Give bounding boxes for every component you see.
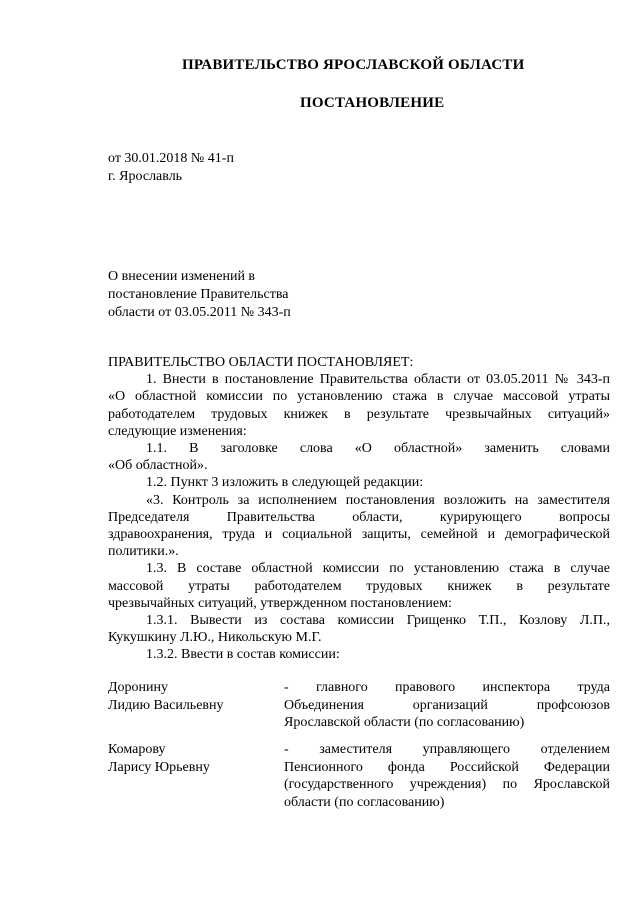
body-line: работодателем трудовых книжек в результате чрезвычайных ситуаций» [108,406,610,422]
body-line: 1.3. В составе областной комиссии по установлению стажа в случае [146,561,610,577]
member-description: - главного правового инспектора труда Объединения организаций профсоюзов Ярославской области (по согласованию) [284,680,610,730]
body-line: «О областной комиссии по установлению стажа в случае массовой утраты [108,389,610,405]
subject-line: О внесении изменений в [108,269,256,284]
subject-line: постановление Правительства [108,287,289,302]
body-line: «Об областной». [108,458,208,474]
body-text [108,354,610,664]
body-line: массовой утраты работодателем трудовых книжек в результате [108,578,610,594]
body-line: Председателя Правительства области, курирующего вопросы [108,509,610,525]
body-line: политики.». [108,544,179,560]
body-intro: ПРАВИТЕЛЬСТВО ОБЛАСТИ ПОСТАНОВЛЯЕТ: [108,355,414,370]
body-line: 1.1. В заголовке слова «О областной» заменить словами [146,441,610,457]
body-line: 1.3.2. Ввести в состав комиссии: [146,647,340,663]
body-line: 1.3.1. Вывести из состава комиссии Грищенко Т.П., Козлову Л.П., [146,613,610,629]
body-line: Кукушкину Л.Ю., Никольскую М.Г. [108,630,322,646]
subject-line: области от 03.05.2011 № 343-п [108,305,291,320]
member-description: - заместителя управляющего отделением Пенсионного фонда Российской Федерации (государственного учреждения) по Ярославской области (по согласованию) [284,742,610,810]
body-line: 1.2. Пункт 3 изложить в следующей редакции: [146,475,424,491]
body-line: следующие изменения: [108,423,247,439]
date-number: от 30.01.2018 № 41-п [108,151,234,166]
doc-type-title: ПОСТАНОВЛЕНИЕ [300,95,445,111]
city: г. Ярославль [108,169,183,184]
member-name: Комарову Ларису Юрьевну [108,742,210,775]
body-line: «3. Контроль за исполнением постановления возложить на заместителя [146,492,610,508]
body-line: 1. Внести в постановление Правительства области от 03.05.2011 № 343-п [146,372,610,388]
body-line: здравоохранения, труда и социальной защиты, семейной и демографической [108,527,610,543]
member-name: Доронину Лидию Васильевну [108,680,224,713]
org-title: ПРАВИТЕЛЬСТВО ЯРОСЛАВСКОЙ ОБЛАСТИ [182,57,525,73]
body-line: чрезвычайных ситуаций, утвержденном постановлением: [108,595,452,611]
